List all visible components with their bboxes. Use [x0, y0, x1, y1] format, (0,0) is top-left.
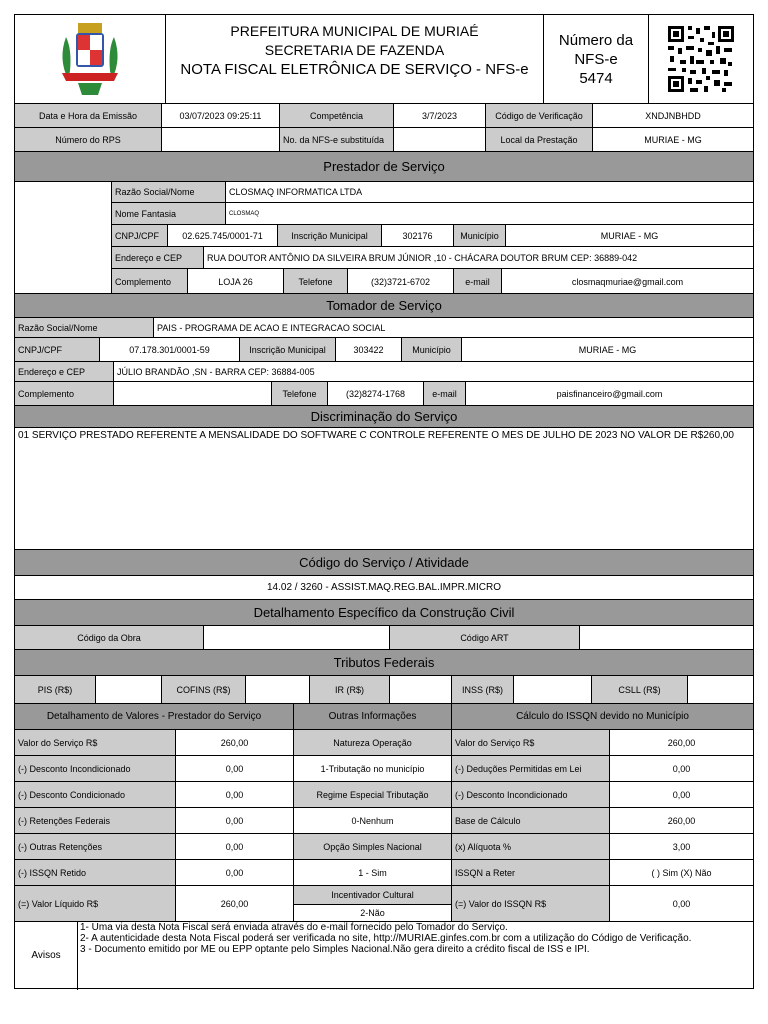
issqn-item-value: ( ) Sim (X) Não [609, 860, 753, 886]
prestador-section-header [15, 151, 753, 181]
outras-info-cell: 1-Tributação no município [293, 756, 451, 782]
issqn-item-label: ISSQN a Reter [451, 860, 609, 886]
tomador-complemento-row [15, 381, 753, 406]
prestador-razao-value: CLOSMAQ INFORMATICA LTDA [225, 182, 753, 202]
cofins-label: COFINS (R$) [161, 676, 245, 704]
pis-label: PIS (R$) [15, 676, 95, 704]
nfse-number-label-1: Número da [558, 31, 634, 49]
issqn-item-value: 260,00 [609, 808, 753, 834]
tomador-email-value: paisfinanceiro@gmail.com [465, 382, 753, 406]
issqn-item-value: 0,00 [609, 782, 753, 808]
avisos-text [78, 922, 691, 955]
valores-prestador-title: Detalhamento de Valores - Prestador do Serviço [46, 711, 262, 722]
municipality-name: PREFEITURA MUNICIPAL DE MURIAÉ [230, 23, 479, 39]
construcao-row [15, 625, 753, 650]
csll-label: CSLL (R$) [591, 676, 687, 704]
local-prestacao-label: Local da Prestação [485, 128, 592, 152]
incentivador-cultural-label: Incentivador Cultural [293, 886, 451, 904]
tomador-cnpj-row [15, 337, 753, 362]
local-prestacao-value: MURIAE - MG [592, 128, 753, 152]
substituted-nfse-value [393, 128, 485, 152]
valor-item-label: Valor do Serviço R$ [15, 730, 175, 756]
codigo-servico-value: 14.02 / 3260 - ASSIST.MAQ.REG.BAL.IMPR.MICRO [267, 582, 501, 593]
valor-item-value: 0,00 [175, 756, 293, 782]
substituted-nfse-label: No. da NFS-e substituída [279, 128, 393, 152]
meta-row-2 [15, 127, 753, 152]
discriminacao-title: Discriminação do Serviço [15, 405, 753, 427]
prestador-complemento-value: LOJA 26 [187, 269, 283, 295]
department-name: SECRETARIA DE FAZENDA [264, 42, 445, 58]
tomador-complemento-value [113, 382, 271, 406]
valor-item-label: (-) Desconto Condicionado [15, 782, 175, 808]
valor-item-value: 0,00 [175, 808, 293, 834]
inss-value [513, 676, 591, 704]
valores-row [15, 833, 753, 860]
valor-issqn-label: (=) Valor do ISSQN R$ [451, 886, 609, 922]
prestador-telefone-label: Telefone [283, 269, 347, 295]
issqn-item-value: 260,00 [609, 730, 753, 756]
tomador-telefone-label: Telefone [271, 382, 327, 406]
prestador-fantasia-row [111, 202, 753, 225]
valor-item-value: 0,00 [175, 782, 293, 808]
prestador-cnpj-row [111, 224, 753, 247]
outras-info-cell: Natureza Operação [293, 730, 451, 756]
outras-info-cell: 1 - Sim [293, 860, 451, 886]
tributos-row [15, 675, 753, 704]
emission-label: Data e Hora da Emissão [15, 104, 161, 128]
prestador-municipio-label: Município [453, 225, 505, 247]
tomador-endereco-label: Endereço e CEP [15, 362, 113, 382]
nfse-number-box [543, 15, 648, 103]
inss-label: INSS (R$) [451, 676, 513, 704]
codigo-art-value [579, 626, 753, 650]
tomador-im-label: Inscrição Municipal [239, 338, 335, 362]
issqn-item-label: (-) Desconto Incondicionado [451, 782, 609, 808]
codigo-obra-value [203, 626, 389, 650]
issqn-item-label: (-) Deduções Permitidas em Lei [451, 756, 609, 782]
coat-of-arms-logo [15, 15, 165, 103]
aviso-line-1: 1- Uma via desta Nota Fiscal será enviada através do e-mail fornecido pelo Tomador do Serviço. [80, 922, 508, 933]
issqn-item-label: Valor do Serviço R$ [451, 730, 609, 756]
issqn-item-label: Base de Cálculo [451, 808, 609, 834]
header-titles [165, 15, 543, 103]
nfse-number-value: 5474 [579, 69, 613, 87]
meta-row-1 [15, 103, 753, 128]
issqn-calc-title: Cálculo do ISSQN devido no Município [451, 704, 753, 730]
tomador-razao-row [15, 317, 753, 338]
valores-header-row [15, 703, 753, 730]
issqn-item-label: (x) Alíquota % [451, 834, 609, 860]
nfse-document [14, 14, 754, 989]
issqn-item-value: 3,00 [609, 834, 753, 860]
prestador-title: Prestador de Serviço [15, 151, 753, 181]
rps-label: Número do RPS [15, 128, 161, 152]
rps-value [161, 128, 279, 152]
valores-row [15, 729, 753, 756]
emission-value: 03/07/2023 09:25:11 [161, 104, 279, 128]
prestador-fantasia-label: Nome Fantasia [111, 203, 225, 225]
nfse-number-label-2: NFS-e [574, 50, 618, 68]
ir-value [389, 676, 451, 704]
prestador-telefone-value: (32)3721-6702 [347, 269, 453, 295]
aviso-line-3: 3 - Documento emitido por ME ou EPP optante pelo Simples Nacional.Não gera direito a crédito fiscal de ISS e IPI. [80, 944, 590, 955]
ir-label: IR (R$) [309, 676, 389, 704]
prestador-municipio-value: MURIAE - MG [505, 225, 753, 247]
tomador-endereco-row [15, 361, 753, 382]
codigo-servico-title: Código do Serviço / Atividade [15, 549, 753, 575]
construcao-title: Detalhamento Específico da Construção Civil [15, 599, 753, 625]
valor-liquido-label: (=) Valor Líquido R$ [15, 886, 175, 922]
prestador-email-value: closmaqmuriae@gmail.com [501, 269, 753, 295]
valor-item-value: 0,00 [175, 834, 293, 860]
valor-item-label: (-) Retenções Federais [15, 808, 175, 834]
header [15, 15, 753, 103]
codigo-art-label: Código ART [389, 626, 579, 650]
tomador-im-value: 303422 [335, 338, 401, 362]
valores-row [15, 781, 753, 808]
tomador-title: Tomador de Serviço [15, 293, 753, 317]
tomador-email-label: e-mail [423, 382, 465, 406]
tomador-endereco-value: JÚLIO BRANDÃO ,SN - BARRA CEP: 36884-005 [113, 362, 753, 382]
valor-item-label: (-) Desconto Incondicionado [15, 756, 175, 782]
valor-item-value: 0,00 [175, 860, 293, 886]
pis-value [95, 676, 161, 704]
avisos-label: Avisos [31, 950, 61, 961]
tomador-cnpj-value: 07.178.301/0001-59 [99, 338, 239, 362]
tomador-razao-value: PAIS - PROGRAMA DE ACAO E INTEGRACAO SOCIAL [153, 318, 753, 338]
valores-row [15, 755, 753, 782]
prestador-block [15, 181, 753, 294]
cofins-value [245, 676, 309, 704]
construcao-section-header [15, 599, 753, 625]
valor-item-label: (-) Outras Retenções [15, 834, 175, 860]
discriminacao-section-header [15, 405, 753, 427]
valor-item-value: 260,00 [175, 730, 293, 756]
codigo-obra-label: Código da Obra [15, 626, 203, 650]
tributos-title: Tributos Federais [15, 649, 753, 675]
avisos-row [15, 921, 753, 990]
prestador-razao-label: Razão Social/Nome [111, 182, 225, 202]
aviso-line-2: 2- A autenticidade desta Nota Fiscal poderá ser verificada no site, http://MURIAE.ginfes.com.br com a utilização do Código de Verificação. [80, 933, 692, 944]
valores-row [15, 807, 753, 834]
outras-info-cell: Regime Especial Tributação [293, 782, 451, 808]
document-title: NOTA FISCAL ELETRÔNICA DE SERVIÇO - NFS-e [180, 61, 529, 78]
valor-item-label: (-) ISSQN Retido [15, 860, 175, 886]
tributos-section-header [15, 649, 753, 675]
prestador-endereco-label: Endereço e CEP [111, 247, 203, 269]
prestador-im-label: Inscrição Municipal [277, 225, 381, 247]
competencia-value: 3/7/2023 [393, 104, 485, 128]
tomador-section-header [15, 293, 753, 317]
prestador-endereco-value: RUA DOUTOR ANTÔNIO DA SILVEIRA BRUM JÚNIOR ,10 - CHÁCARA DOUTOR BRUM CEP: 36889-042 [203, 247, 753, 269]
prestador-complemento-label: Complemento [111, 269, 187, 295]
incentivador-cultural-value: 2-Não [293, 904, 451, 922]
tomador-telefone-value: (32)8274-1768 [327, 382, 423, 406]
prestador-im-value: 302176 [381, 225, 453, 247]
prestador-cnpj-value: 02.625.745/0001-71 [167, 225, 277, 247]
outras-informacoes-title: Outras Informações [293, 704, 451, 730]
codigo-servico-section-header [15, 549, 753, 575]
tomador-complemento-label: Complemento [15, 382, 113, 406]
valor-issqn-value: 0,00 [609, 886, 753, 922]
competencia-label: Competência [279, 104, 393, 128]
prestador-logo-area [15, 182, 111, 294]
valor-liquido-value: 260,00 [175, 886, 293, 922]
prestador-cnpj-label: CNPJ/CPF [111, 225, 167, 247]
prestador-complemento-row [111, 268, 753, 295]
outras-info-cell: 0-Nenhum [293, 808, 451, 834]
prestador-razao-row [111, 182, 753, 202]
valor-liquido-row [15, 885, 753, 922]
csll-value [687, 676, 753, 704]
verification-code-value: XNDJNBHDD [592, 104, 753, 128]
tomador-municipio-label: Município [401, 338, 461, 362]
verification-code-label: Código de Verificação [485, 104, 592, 128]
tomador-cnpj-label: CNPJ/CPF [15, 338, 99, 362]
prestador-email-label: e-mail [453, 269, 501, 295]
outras-info-cell: Opção Simples Nacional [293, 834, 451, 860]
prestador-endereco-row [111, 246, 753, 269]
discriminacao-text: 01 SERVIÇO PRESTADO REFERENTE A MENSALIDADE DO SOFTWARE C CONTROLE REFERENTE O MES DE JULHO DE 2023 NO VALOR DE R$260,00 [15, 427, 753, 547]
tomador-municipio-value: MURIAE - MG [461, 338, 753, 362]
issqn-item-value: 0,00 [609, 756, 753, 782]
qr-code [648, 15, 753, 103]
prestador-fantasia-value: CLOSMAQ [225, 203, 753, 225]
tomador-razao-label: Razão Social/Nome [15, 318, 153, 338]
codigo-servico-row [15, 575, 753, 600]
valores-row [15, 859, 753, 886]
